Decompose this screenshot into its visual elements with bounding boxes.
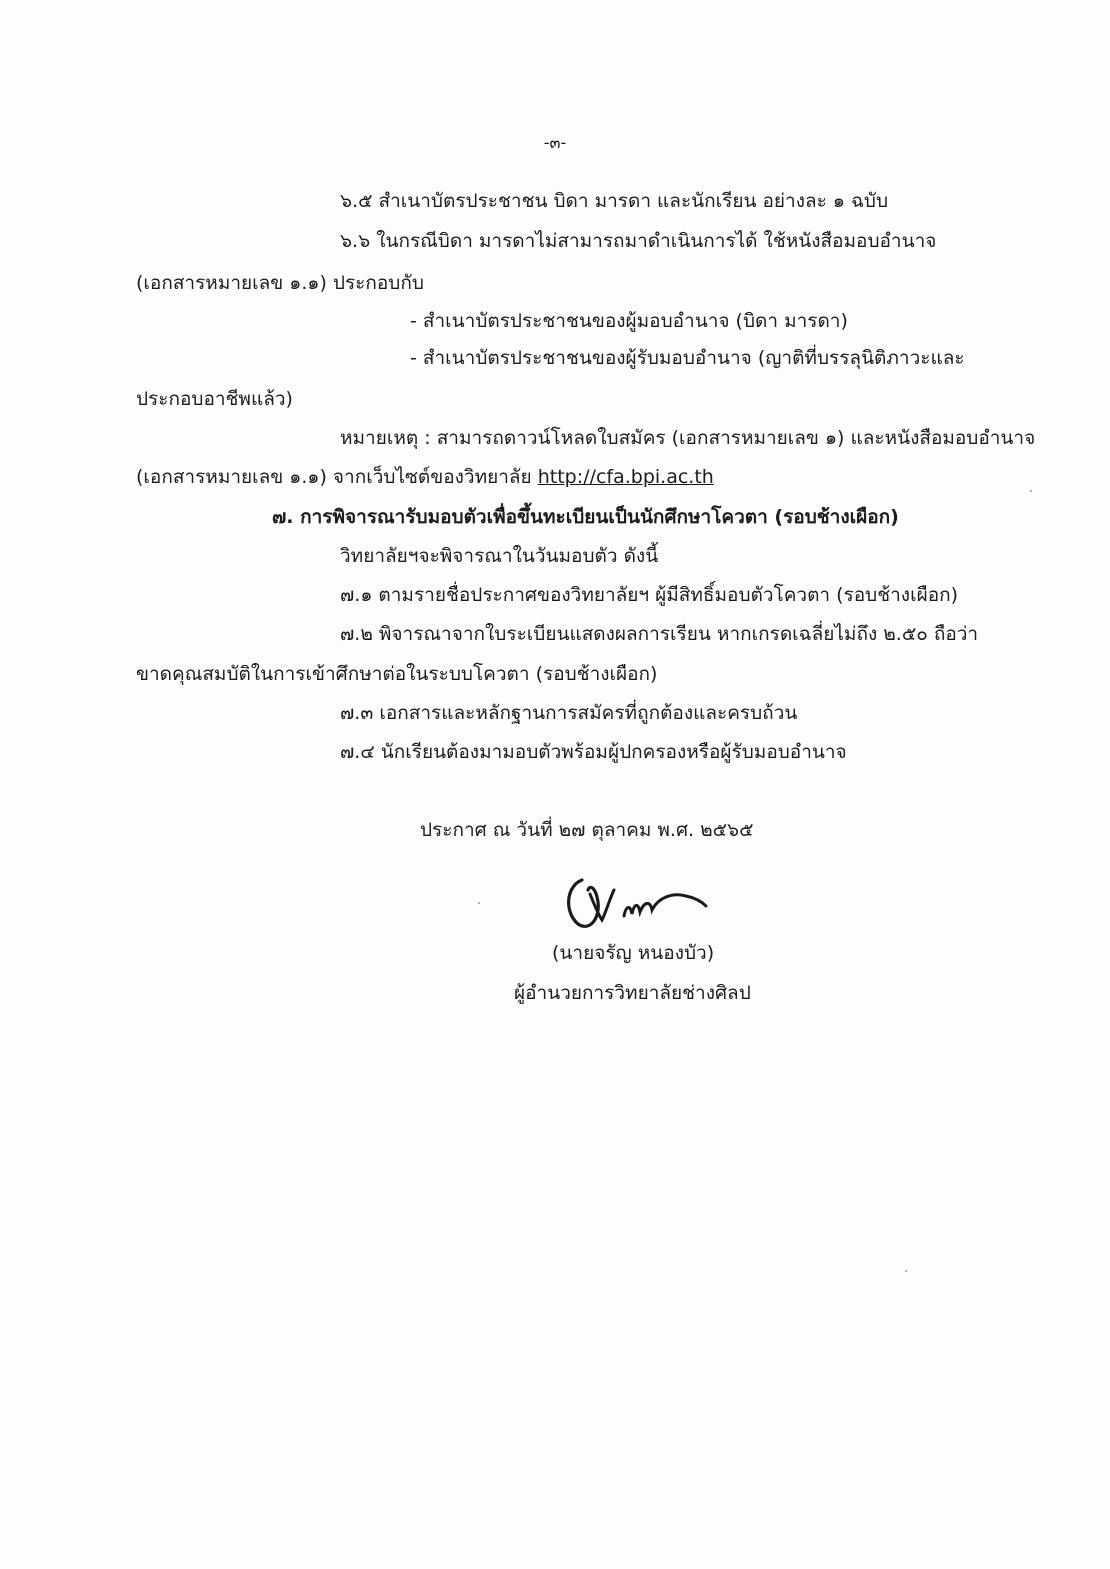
scan-speck [478,902,480,904]
item-7-4: ๗.๔ นักเรียนต้องมามอบตัวพร้อมผู้ปกครองหรือผู้รับมอบอำนาจ [340,741,847,763]
bullet-grantor-id: - สำเนาบัตรประชาชนของผู้มอบอำนาจ (บิดา มารดา) [410,310,848,332]
scan-speck [905,1270,907,1272]
section-7-intro: วิทยาลัยฯจะพิจารณาในวันมอบตัว ดังนี้ [340,545,659,567]
item-7-1: ๗.๑ ตามรายชื่อประกาศของวิทยาลัยฯ ผู้มีสิทธิ์มอบตัวโควตา (รอบช้างเผือก) [340,584,959,606]
college-website-link[interactable]: http://cfa.bpi.ac.th [537,466,714,488]
item-7-3: ๗.๓ เอกสารและหลักฐานการสมัครที่ถูกต้องและครบถ้วน [340,702,798,724]
announcement-date: ประกาศ ณ วันที่ ๒๗ ตุลาคม พ.ศ. ๒๕๖๕ [420,819,754,841]
item-7-2-continued: ขาดคุณสมบัติในการเข้าศึกษาต่อในระบบโควตา (รอบช้างเผือก) [136,663,658,685]
signatory-name: (นายจรัญ หนองบัว) [552,942,715,964]
item-6-5: ๖.๕ สำเนาบัตรประชาชน บิดา มารดา และนักเรียน อย่างละ ๑ ฉบับ [340,190,889,212]
item-6-6: ๖.๖ ในกรณีบิดา มารดาไม่สามารถมาดำเนินการได้ ใช้หนังสือมอบอำนาจ [340,230,937,252]
item-6-6-continued: (เอกสารหมายเลข ๑.๑) ประกอบกับ [136,272,424,294]
bullet-grantee-id-continued: ประกอบอาชีพแล้ว) [136,388,293,410]
signatory-position: ผู้อำนวยการวิทยาลัยช่างศิลป [514,982,751,1004]
note: หมายเหตุ : สามารถดาวน์โหลดใบสมัคร (เอกสารหมายเลข ๑) และหนังสือมอบอำนาจ [340,427,1036,449]
signature-icon [560,868,720,934]
note-continued-text: (เอกสารหมายเลข ๑.๑) จากเว็บไซต์ของวิทยาลัย [136,466,538,488]
page-number: -๓- [543,133,567,152]
scan-speck [1030,490,1032,492]
note-continued [136,464,714,490]
bullet-grantee-id: - สำเนาบัตรประชาชนของผู้รับมอบอำนาจ (ญาติที่บรรลุนิติภาวะและ [410,347,965,369]
item-7-2: ๗.๒ พิจารณาจากใบระเบียนแสดงผลการเรียน หากเกรดเฉลี่ยไม่ถึง ๒.๕๐ ถือว่า [340,623,979,645]
section-7-heading: ๗. การพิจารณารับมอบตัวเพื่อขึ้นทะเบียนเป็นนักศึกษาโควตา (รอบช้างเผือก) [272,506,899,528]
